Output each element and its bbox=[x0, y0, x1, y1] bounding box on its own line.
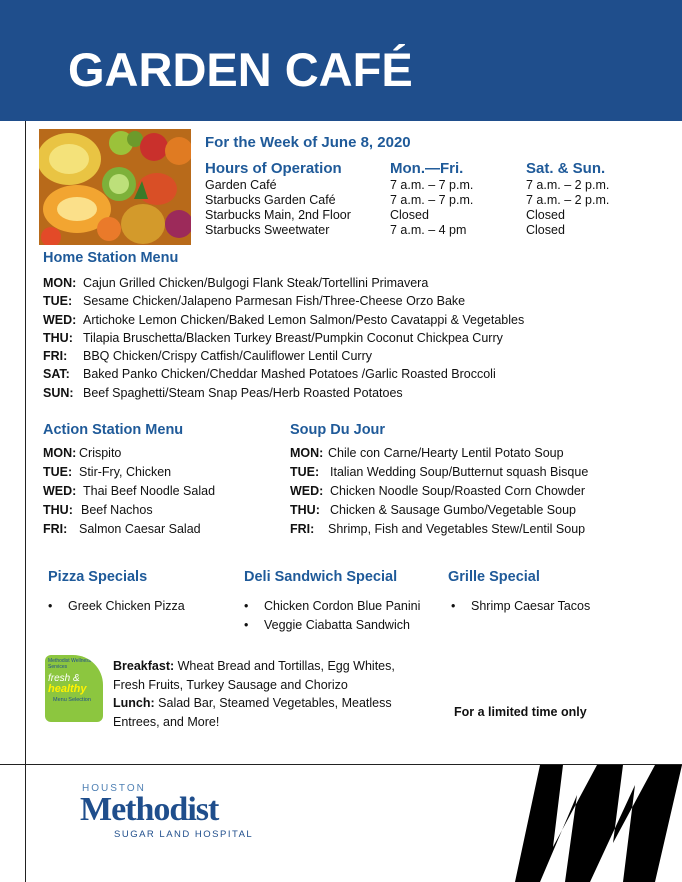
limited-time-note: For a limited time only bbox=[454, 705, 587, 719]
soup-row bbox=[290, 501, 588, 520]
hours-weekend-list bbox=[526, 178, 609, 238]
day-label: FRI: bbox=[43, 349, 68, 364]
action-station-row bbox=[43, 520, 215, 539]
day-label: TUE: bbox=[43, 294, 73, 309]
hours-location: Starbucks Garden Café bbox=[205, 193, 336, 207]
menu-items: BBQ Chicken/Crispy Catfish/Cauliflower Lentil Curry bbox=[83, 349, 372, 364]
hours-weekend: 7 a.m. – 2 p.m. bbox=[526, 178, 610, 192]
hours-weekday: 7 a.m. – 4 pm bbox=[390, 223, 467, 237]
hours-heading: Hours of Operation bbox=[205, 160, 342, 177]
list-item: • Chicken Cordon Blue Panini bbox=[244, 597, 420, 616]
day-label: MON: bbox=[43, 276, 77, 290]
hours-weekday: 7 a.m. – 7 p.m. bbox=[390, 178, 474, 192]
logo-caption: healthy bbox=[48, 683, 87, 695]
list-item: • Veggie Ciabatta Sandwich bbox=[244, 616, 420, 635]
action-station-heading: Action Station Menu bbox=[43, 422, 184, 438]
logo-hospital: SUGAR LAND HOSPITAL bbox=[114, 829, 254, 840]
action-station-row bbox=[43, 482, 215, 501]
menu-items: Chicken Noodle Soup/Roasted Corn Chowder bbox=[330, 484, 586, 498]
fresh-healthy-text bbox=[113, 657, 395, 731]
menu-items: Crispito bbox=[79, 446, 122, 460]
day-label: WED: bbox=[290, 484, 324, 498]
week-heading: For the Week of June 8, 2020 bbox=[205, 134, 411, 151]
weekday-heading: Mon.—Fri. bbox=[390, 160, 464, 177]
list-item: • Greek Chicken Pizza bbox=[48, 597, 185, 616]
pizza-heading: Pizza Specials bbox=[48, 569, 148, 585]
menu-items: Baked Panko Chicken/Cheddar Mashed Potatoes /Garlic Roasted Broccoli bbox=[83, 367, 496, 382]
action-station-row bbox=[43, 463, 215, 482]
day-label: FRI: bbox=[290, 522, 315, 536]
lunch-text: Entrees, and More! bbox=[113, 714, 220, 729]
day-label: WED: bbox=[43, 312, 77, 327]
day-label: SUN: bbox=[43, 385, 74, 400]
grille-heading: Grille Special bbox=[448, 569, 540, 585]
home-station-list bbox=[43, 274, 524, 402]
hours-weekend: 7 a.m. – 2 p.m. bbox=[526, 193, 610, 207]
menu-items: Stir-Fry, Chicken bbox=[79, 465, 172, 479]
hours-weekday: 7 a.m. – 7 p.m. bbox=[390, 193, 474, 207]
menu-items: Salmon Caesar Salad bbox=[79, 522, 201, 536]
day-label: TUE: bbox=[43, 465, 73, 479]
menu-items: Shrimp, Fish and Vegetables Stew/Lentil Soup bbox=[328, 522, 586, 536]
menu-items: Artichoke Lemon Chicken/Baked Lemon Salmon/Pesto Cavatappi & Vegetables bbox=[83, 312, 525, 327]
menu-items: Cajun Grilled Chicken/Bulgogi Flank Steak/Tortellini Primavera bbox=[83, 276, 429, 290]
day-label: THU: bbox=[290, 503, 320, 517]
home-station-row bbox=[43, 365, 524, 383]
fruit-illustration bbox=[39, 129, 191, 245]
grille-list bbox=[451, 597, 590, 616]
soup-row bbox=[290, 482, 588, 501]
home-station-row bbox=[43, 347, 524, 365]
logo-houston: HOUSTON bbox=[82, 783, 146, 794]
hours-location-list bbox=[205, 178, 351, 238]
lunch-label: Lunch: bbox=[113, 696, 155, 710]
hours-location: Starbucks Sweetwater bbox=[205, 223, 330, 237]
day-label: SAT: bbox=[43, 367, 70, 382]
hours-location: Garden Café bbox=[205, 178, 277, 192]
soup-row bbox=[290, 463, 588, 482]
soup-heading: Soup Du Jour bbox=[290, 422, 386, 438]
home-station-row bbox=[43, 311, 524, 329]
list-item: • Shrimp Caesar Tacos bbox=[451, 597, 590, 616]
breakfast-text: Wheat Bread and Tortillas, Egg Whites, bbox=[177, 659, 395, 673]
action-station-row bbox=[43, 444, 215, 463]
soup-list bbox=[290, 444, 588, 539]
pizza-list bbox=[48, 597, 185, 616]
day-label: TUE: bbox=[290, 465, 320, 479]
fruit-photo bbox=[39, 129, 191, 245]
day-label: MON: bbox=[290, 446, 324, 460]
vertical-divider bbox=[25, 121, 26, 882]
deli-list bbox=[244, 597, 420, 635]
m-monogram-icon bbox=[505, 765, 682, 882]
home-station-row bbox=[43, 384, 524, 402]
day-label: WED: bbox=[43, 484, 77, 498]
houston-methodist-logo bbox=[64, 773, 274, 845]
home-station-row bbox=[43, 274, 524, 292]
hours-weekday: Closed bbox=[390, 208, 429, 222]
menu-items: Chile con Carne/Hearty Lentil Potato Soup bbox=[328, 446, 564, 460]
logo-caption: Methodist Wellness Services bbox=[48, 658, 92, 670]
day-label: MON: bbox=[43, 446, 77, 460]
soup-row bbox=[290, 520, 588, 539]
logo-methodist: Methodist bbox=[80, 791, 219, 828]
fresh-healthy-logo bbox=[45, 655, 103, 722]
action-station-row bbox=[43, 501, 215, 520]
menu-items: Chicken & Sausage Gumbo/Vegetable Soup bbox=[330, 503, 577, 517]
menu-items: Italian Wedding Soup/Butternut squash Bisque bbox=[330, 465, 589, 479]
hours-weekday-list bbox=[390, 178, 473, 238]
home-station-row bbox=[43, 329, 524, 347]
day-label: THU: bbox=[43, 330, 73, 345]
breakfast-label: Breakfast: bbox=[113, 659, 175, 673]
menu-items: Beef Spaghetti/Steam Snap Peas/Herb Roasted Potatoes bbox=[83, 385, 403, 400]
home-station-row bbox=[43, 292, 524, 310]
day-label: THU: bbox=[43, 503, 73, 517]
soup-row bbox=[290, 444, 588, 463]
menu-items: Tilapia Bruschetta/Blacken Turkey Breast/Pumpkin Coconut Chickpea Curry bbox=[83, 330, 503, 345]
deli-heading: Deli Sandwich Special bbox=[244, 569, 398, 585]
home-station-heading: Home Station Menu bbox=[43, 250, 179, 266]
weekend-heading: Sat. & Sun. bbox=[526, 160, 606, 177]
action-station-list bbox=[43, 444, 215, 539]
day-label: FRI: bbox=[43, 522, 68, 536]
breakfast-text: Fresh Fruits, Turkey Sausage and Chorizo bbox=[113, 677, 348, 692]
menu-items: Sesame Chicken/Jalapeno Parmesan Fish/Three-Cheese Orzo Bake bbox=[83, 294, 466, 309]
hours-location: Starbucks Main, 2nd Floor bbox=[205, 208, 351, 222]
lunch-text: Salad Bar, Steamed Vegetables, Meatless bbox=[158, 696, 392, 710]
logo-caption: Menu Selection bbox=[53, 697, 91, 703]
logo-caption: fresh & bbox=[48, 673, 80, 684]
page-title: GARDEN CAFÉ bbox=[68, 43, 413, 96]
hours-weekend: Closed bbox=[526, 223, 565, 237]
methodist-monogram bbox=[505, 765, 682, 882]
menu-items: Thai Beef Noodle Salad bbox=[83, 484, 216, 498]
menu-items: Beef Nachos bbox=[81, 503, 153, 517]
hours-weekend: Closed bbox=[526, 208, 565, 222]
